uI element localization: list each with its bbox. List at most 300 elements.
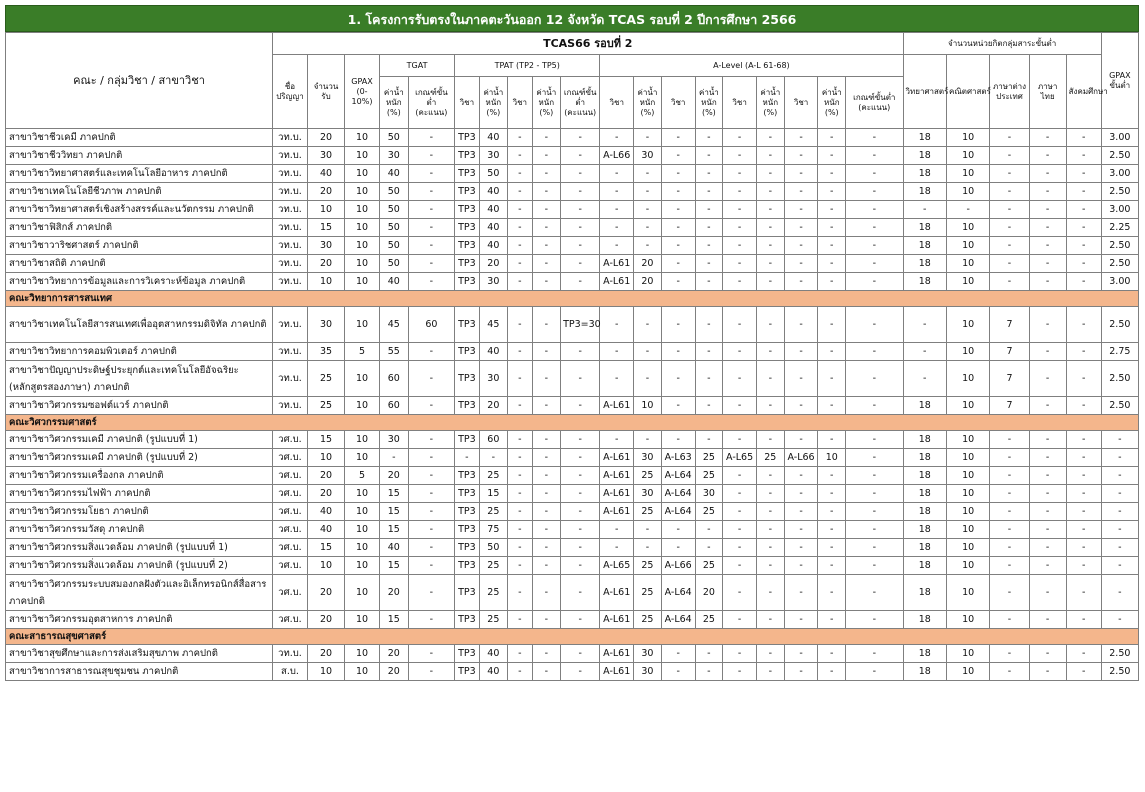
table-cell: - — [508, 467, 532, 485]
table-cell: - — [818, 361, 846, 397]
table-cell: - — [846, 431, 904, 449]
table-cell: - — [1029, 147, 1066, 165]
table-cell: 5 — [345, 343, 380, 361]
table-cell: A-L64 — [661, 467, 695, 485]
table-cell: - — [990, 129, 1029, 147]
table-cell: TP3 — [455, 165, 479, 183]
table-cell: 2.50 — [1101, 255, 1138, 273]
table-cell: - — [634, 307, 662, 343]
table-cell: 10 — [345, 147, 380, 165]
table-cell: - — [1066, 611, 1101, 629]
table-cell: 20 — [379, 467, 408, 485]
table-cell: A-L66 — [600, 147, 634, 165]
table-cell: - — [846, 237, 904, 255]
table-cell: 18 — [903, 255, 946, 273]
table-cell: - — [990, 219, 1029, 237]
table-row — [6, 129, 1139, 147]
table-cell: - — [1029, 183, 1066, 201]
table-cell: - — [532, 539, 561, 557]
table-cell: - — [757, 165, 785, 183]
major-name-cell: สาขาวิชาฟิสิกส์ ภาคปกติ — [6, 219, 273, 237]
table-cell: - — [561, 255, 600, 273]
table-cell: 20 — [307, 255, 344, 273]
table-cell: - — [1066, 147, 1101, 165]
table-cell: - — [818, 219, 846, 237]
table-cell: - — [818, 147, 846, 165]
table-cell: - — [695, 183, 723, 201]
table-cell: 45 — [479, 307, 508, 343]
table-cell: วท.บ. — [273, 645, 308, 663]
table-cell: - — [723, 307, 757, 343]
table-row — [6, 467, 1139, 485]
table-cell: 10 — [946, 273, 989, 291]
table-cell: 15 — [379, 611, 408, 629]
table-cell: 10 — [946, 165, 989, 183]
table-cell: 18 — [903, 183, 946, 201]
table-cell: 40 — [479, 129, 508, 147]
table-cell: - — [561, 129, 600, 147]
table-cell: - — [784, 307, 818, 343]
table-cell: - — [634, 237, 662, 255]
table-cell: - — [846, 663, 904, 681]
table-cell: 60 — [379, 361, 408, 397]
table-cell: 10 — [818, 449, 846, 467]
table-cell: 10 — [946, 219, 989, 237]
table-cell: - — [818, 307, 846, 343]
table-cell: - — [661, 255, 695, 273]
table-cell: - — [661, 343, 695, 361]
header-tgat-min: เกณฑ์ขั้นต่ำ (คะแนน) — [408, 77, 455, 129]
table-cell: - — [818, 183, 846, 201]
table-cell: 18 — [903, 485, 946, 503]
table-cell: 25 — [479, 467, 508, 485]
table-cell: - — [695, 255, 723, 273]
table-cell: - — [1066, 485, 1101, 503]
table-cell: 25 — [634, 503, 662, 521]
table-cell: - — [695, 343, 723, 361]
table-cell: A-L66 — [661, 557, 695, 575]
table-cell: - — [784, 467, 818, 485]
table-cell: 10 — [946, 361, 989, 397]
table-cell: 40 — [307, 503, 344, 521]
table-cell: - — [695, 165, 723, 183]
table-cell: A-L61 — [600, 663, 634, 681]
table-cell: - — [757, 273, 785, 291]
header-tgat-weight: ค่าน้ำหนัก (%) — [379, 77, 408, 129]
table-cell: - — [757, 611, 785, 629]
table-cell: - — [634, 219, 662, 237]
table-cell: - — [818, 645, 846, 663]
header-alevel: A-Level (A-L 61-68) — [600, 55, 903, 77]
table-cell: 18 — [903, 467, 946, 485]
table-cell: 50 — [379, 129, 408, 147]
table-cell: - — [818, 129, 846, 147]
table-cell: - — [1029, 361, 1066, 397]
table-cell: A-L61 — [600, 467, 634, 485]
table-cell: 35 — [307, 343, 344, 361]
table-cell: 10 — [307, 201, 344, 219]
table-cell: วศ.บ. — [273, 611, 308, 629]
table-cell: TP3 — [455, 521, 479, 539]
table-cell: - — [1066, 219, 1101, 237]
table-cell: - — [723, 397, 757, 415]
table-cell: TP3 — [455, 645, 479, 663]
table-cell: 55 — [379, 343, 408, 361]
table-cell: 30 — [634, 485, 662, 503]
table-cell: - — [903, 343, 946, 361]
table-cell: - — [990, 503, 1029, 521]
table-cell: 15 — [379, 485, 408, 503]
table-cell: - — [661, 129, 695, 147]
header-al-weight-3: ค่าน้ำหนัก (%) — [757, 77, 785, 129]
table-cell: - — [1101, 485, 1138, 503]
table-cell: - — [990, 449, 1029, 467]
major-name-cell: สาขาวิชาวิศวกรรมไฟฟ้า ภาคปกติ — [6, 485, 273, 503]
table-cell: - — [695, 147, 723, 165]
table-cell: - — [818, 237, 846, 255]
table-cell: 10 — [307, 557, 344, 575]
table-cell: 15 — [379, 521, 408, 539]
table-cell: - — [990, 645, 1029, 663]
table-cell: วท.บ. — [273, 397, 308, 415]
table-cell: - — [661, 431, 695, 449]
table-cell: - — [818, 165, 846, 183]
table-cell: TP3 — [455, 219, 479, 237]
table-cell: - — [561, 557, 600, 575]
table-cell: - — [532, 361, 561, 397]
table-cell: - — [508, 183, 532, 201]
table-cell: - — [723, 663, 757, 681]
table-cell: - — [784, 611, 818, 629]
header-faculty-major: คณะ / กลุ่มวิชา / สาขาวิชา — [6, 33, 273, 129]
table-cell: - — [508, 485, 532, 503]
table-cell: - — [561, 273, 600, 291]
table-cell: - — [757, 485, 785, 503]
table-cell: - — [818, 255, 846, 273]
table-cell: 10 — [345, 273, 380, 291]
table-cell: 10 — [307, 449, 344, 467]
table-cell: - — [634, 361, 662, 397]
table-cell: 18 — [903, 645, 946, 663]
table-cell: - — [1029, 539, 1066, 557]
table-cell: 30 — [634, 449, 662, 467]
table-cell: 10 — [946, 645, 989, 663]
table-cell: 20 — [307, 575, 344, 611]
table-cell: - — [846, 397, 904, 415]
table-cell: - — [532, 219, 561, 237]
major-name-cell: สาขาวิชาวิทยาการคอมพิวเตอร์ ภาคปกติ — [6, 343, 273, 361]
table-cell: A-L64 — [661, 611, 695, 629]
table-cell: TP3 — [455, 273, 479, 291]
table-cell: - — [508, 431, 532, 449]
table-cell: - — [723, 361, 757, 397]
table-cell: - — [990, 663, 1029, 681]
table-cell: - — [532, 449, 561, 467]
table-cell: - — [723, 129, 757, 147]
table-cell: - — [1029, 663, 1066, 681]
table-cell: 3.00 — [1101, 165, 1138, 183]
table-cell: - — [723, 645, 757, 663]
table-cell: 25 — [757, 449, 785, 467]
table-cell: 25 — [634, 575, 662, 611]
table-cell: 2.50 — [1101, 183, 1138, 201]
table-row — [6, 521, 1139, 539]
table-cell: - — [532, 273, 561, 291]
table-cell: 10 — [946, 485, 989, 503]
table-cell: - — [561, 539, 600, 557]
table-cell: 18 — [903, 503, 946, 521]
table-cell: - — [532, 237, 561, 255]
major-name-cell: สาขาวิชาวิศวกรรมอุตสาหการ ภาคปกติ — [6, 611, 273, 629]
table-row — [6, 503, 1139, 521]
table-cell: TP3 — [455, 361, 479, 397]
table-cell: - — [818, 611, 846, 629]
table-cell: วท.บ. — [273, 165, 308, 183]
table-cell: - — [990, 183, 1029, 201]
table-cell: 10 — [345, 361, 380, 397]
table-cell: - — [784, 343, 818, 361]
table-cell: - — [408, 663, 455, 681]
table-cell: 20 — [695, 575, 723, 611]
table-cell: 2.75 — [1101, 343, 1138, 361]
table-cell: 60 — [379, 397, 408, 415]
table-cell: A-L63 — [661, 449, 695, 467]
table-cell: - — [1029, 431, 1066, 449]
table-cell: วศ.บ. — [273, 539, 308, 557]
table-cell: 10 — [345, 645, 380, 663]
table-cell: 40 — [379, 273, 408, 291]
table-cell: 18 — [903, 165, 946, 183]
table-cell: - — [1101, 431, 1138, 449]
table-cell: TP3 — [455, 201, 479, 219]
table-cell: - — [784, 273, 818, 291]
table-cell: 10 — [946, 575, 989, 611]
table-row — [6, 663, 1139, 681]
header-al-weight-1: ค่าน้ำหนัก (%) — [634, 77, 662, 129]
table-cell: - — [561, 503, 600, 521]
table-cell: - — [784, 165, 818, 183]
section-row — [6, 629, 1139, 645]
table-cell: 10 — [345, 307, 380, 343]
table-cell: - — [508, 129, 532, 147]
table-cell: 2.50 — [1101, 147, 1138, 165]
table-cell: วศ.บ. — [273, 449, 308, 467]
table-cell: - — [1101, 521, 1138, 539]
table-cell: 10 — [946, 663, 989, 681]
table-cell: - — [561, 219, 600, 237]
table-cell: - — [990, 467, 1029, 485]
table-cell: 10 — [946, 611, 989, 629]
table-cell: TP3 — [455, 147, 479, 165]
table-cell: - — [634, 539, 662, 557]
table-cell: - — [846, 361, 904, 397]
table-cell: - — [408, 219, 455, 237]
table-cell: - — [1029, 485, 1066, 503]
table-cell: - — [818, 503, 846, 521]
table-cell: - — [818, 557, 846, 575]
table-cell: - — [561, 397, 600, 415]
table-cell: - — [532, 431, 561, 449]
table-cell: 25 — [634, 467, 662, 485]
table-cell: 3.00 — [1101, 201, 1138, 219]
table-cell: 15 — [307, 539, 344, 557]
table-cell: 40 — [479, 237, 508, 255]
table-cell: 10 — [946, 129, 989, 147]
table-cell: - — [846, 557, 904, 575]
table-cell: - — [408, 449, 455, 467]
table-cell: 10 — [307, 273, 344, 291]
table-cell: 7 — [990, 307, 1029, 343]
table-cell: - — [408, 575, 455, 611]
table-cell: 60 — [408, 307, 455, 343]
table-cell: - — [695, 539, 723, 557]
major-name-cell: สาขาวิชาวิศวกรรมโยธา ภาคปกติ — [6, 503, 273, 521]
table-cell: - — [408, 183, 455, 201]
table-cell: 45 — [379, 307, 408, 343]
table-cell: - — [532, 645, 561, 663]
table-cell: 30 — [479, 361, 508, 397]
major-name-cell: สาขาวิชาวิศวกรรมวัสดุ ภาคปกติ — [6, 521, 273, 539]
table-cell: - — [600, 361, 634, 397]
table-cell: - — [1029, 449, 1066, 467]
table-cell: - — [1066, 237, 1101, 255]
table-cell: 25 — [634, 611, 662, 629]
table-cell: - — [723, 431, 757, 449]
table-cell: 40 — [479, 663, 508, 681]
table-cell: 10 — [946, 503, 989, 521]
table-cell: A-L64 — [661, 485, 695, 503]
table-cell: 2.25 — [1101, 219, 1138, 237]
table-cell: 20 — [479, 255, 508, 273]
table-cell: 15 — [479, 485, 508, 503]
table-cell: TP3 — [455, 129, 479, 147]
table-cell: A-L66 — [784, 449, 818, 467]
table-cell: - — [1066, 165, 1101, 183]
table-cell: - — [561, 521, 600, 539]
table-cell: - — [508, 663, 532, 681]
table-cell: - — [1029, 307, 1066, 343]
table-cell: - — [408, 485, 455, 503]
table-cell: - — [903, 307, 946, 343]
table-cell: - — [757, 307, 785, 343]
table-cell: - — [1066, 201, 1101, 219]
header-seats: จำนวนรับ — [307, 55, 344, 129]
table-cell: 2.50 — [1101, 307, 1138, 343]
table-cell: - — [723, 539, 757, 557]
table-cell: - — [1066, 557, 1101, 575]
table-cell: 20 — [307, 183, 344, 201]
table-cell: - — [757, 129, 785, 147]
table-cell: - — [508, 343, 532, 361]
table-cell: - — [508, 307, 532, 343]
header-tpat-weight-1: ค่าน้ำหนัก (%) — [479, 77, 508, 129]
table-cell: - — [784, 147, 818, 165]
table-cell: 10 — [345, 201, 380, 219]
header-al-subject-4: วิชา — [784, 77, 818, 129]
table-cell: - — [990, 431, 1029, 449]
table-cell: TP3 — [455, 397, 479, 415]
table-cell: 30 — [307, 237, 344, 255]
table-cell: - — [1029, 611, 1066, 629]
table-cell: - — [757, 147, 785, 165]
table-cell: - — [757, 219, 785, 237]
table-cell: 10 — [345, 183, 380, 201]
table-cell: - — [784, 521, 818, 539]
table-cell: - — [846, 219, 904, 237]
major-name-cell: สาขาวิชาชีวเคมี ภาคปกติ — [6, 129, 273, 147]
table-cell: 10 — [946, 147, 989, 165]
table-cell: - — [661, 219, 695, 237]
table-cell: - — [532, 343, 561, 361]
table-cell: 40 — [479, 183, 508, 201]
table-cell: 25 — [695, 449, 723, 467]
table-cell: - — [408, 343, 455, 361]
table-cell: - — [757, 521, 785, 539]
table-cell: 10 — [345, 611, 380, 629]
table-cell: - — [561, 237, 600, 255]
table-cell: - — [818, 343, 846, 361]
table-cell: วศ.บ. — [273, 557, 308, 575]
table-cell: - — [508, 165, 532, 183]
table-cell: - — [757, 361, 785, 397]
table-cell: - — [508, 611, 532, 629]
header-credit-math: คณิตศาสตร์ — [946, 55, 989, 129]
table-cell: - — [723, 165, 757, 183]
table-cell: 15 — [379, 503, 408, 521]
table-cell: - — [408, 611, 455, 629]
table-cell: 50 — [479, 539, 508, 557]
header-credit-science: วิทยาศาสตร์ — [903, 55, 946, 129]
table-cell: - — [634, 431, 662, 449]
table-cell: 10 — [345, 129, 380, 147]
header-tpat-min: เกณฑ์ขั้นต่ำ (คะแนน) — [561, 77, 600, 129]
table-cell: 18 — [903, 273, 946, 291]
table-cell: - — [1029, 165, 1066, 183]
table-cell: 2.50 — [1101, 645, 1138, 663]
table-cell: - — [1066, 343, 1101, 361]
table-cell: - — [661, 361, 695, 397]
table-cell: - — [784, 539, 818, 557]
table-cell: - — [532, 663, 561, 681]
table-cell: A-L65 — [600, 557, 634, 575]
table-cell: - — [990, 255, 1029, 273]
table-cell: A-L61 — [600, 397, 634, 415]
table-cell: - — [1066, 575, 1101, 611]
table-cell: - — [846, 165, 904, 183]
table-cell: - — [508, 503, 532, 521]
table-cell: 20 — [379, 645, 408, 663]
table-cell: - — [1029, 343, 1066, 361]
table-cell: - — [561, 485, 600, 503]
table-cell: - — [508, 539, 532, 557]
table-cell: 30 — [479, 147, 508, 165]
table-cell: - — [1101, 467, 1138, 485]
table-row — [6, 431, 1139, 449]
table-cell: - — [1029, 255, 1066, 273]
table-cell: - — [661, 397, 695, 415]
table-cell: วท.บ. — [273, 147, 308, 165]
table-cell: - — [532, 485, 561, 503]
table-cell: 20 — [634, 273, 662, 291]
table-cell: - — [818, 575, 846, 611]
table-cell: - — [757, 663, 785, 681]
major-name-cell: สาขาวิชาวิทยาศาสตร์เชิงสร้างสรรค์และนวัตกรรม ภาคปกติ — [6, 201, 273, 219]
table-row — [6, 645, 1139, 663]
table-cell: 25 — [307, 361, 344, 397]
table-cell: - — [600, 539, 634, 557]
table-cell: - — [532, 397, 561, 415]
section-row — [6, 415, 1139, 431]
